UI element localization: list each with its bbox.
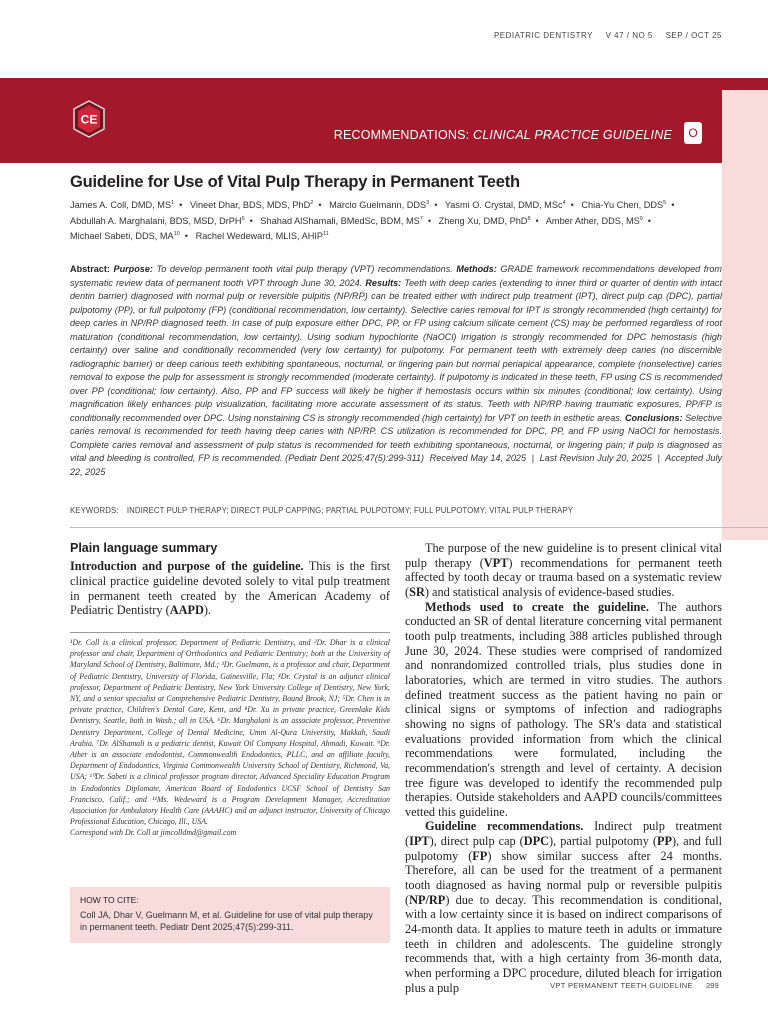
- author: Marcio Guelmann, DDS$^3$: [329, 200, 430, 211]
- how-to-cite-text: Coll JA, Dhar V, Guelmann M, et al. Guideline for use of vital pulp therapy in permanent teeth. Pediatr Dent 2025;47(5):299-311.: [80, 910, 373, 933]
- abstract-methods: GRADE framework recommendations developed from systematic review data of permanent tooth VPT through June 30, 2024.: [70, 264, 722, 288]
- abstract-purpose: To develop permanent tooth vital pulp therapy (VPT) recommendations.: [156, 264, 453, 274]
- journal-volume: V 47 / NO 5: [605, 31, 653, 40]
- left-column: [70, 541, 390, 618]
- right-column: [405, 541, 722, 995]
- paragraph: Methods used to create the guideline. The authors conducted an SR of dental literature concerning vital permanent tooth pulp treatments, including 388 articles published through June 30, 2024. These studies were comprised of randomized and nonrandomized controlled trials, plus studies done in laboratories, which are termed in vitro studies. The authors defined treatment success as the patient having no pain or clinical signs or symptoms of infection and radiographs showing no signs of pathology. The SR's data and statistical evaluations provided information from which the clinical recommendations were formulated, including the recommendation's strength and level of certainty. A decision tree figure was developed to identify the recommended pulp therapies. Outside stakeholders and AAPD councils/committees vetted this guideline.: [405, 599, 722, 819]
- logo-text: CE: [80, 112, 98, 127]
- abstract-conclusions-label: Conclusions:: [624, 412, 683, 423]
- running-head: [484, 31, 722, 40]
- received-date: Received May 14, 2025: [429, 453, 527, 463]
- abstract-results-label: Results:: [365, 277, 402, 288]
- paragraph: Guideline recommendations. Indirect pulp treatment (IPT), direct pulp cap (DPC), partial pulpotomy (PP), and full pulpotomy (FP) show similar success after 24 months. Therefore, all can be used for the treatment of a permanent tooth diagnosed as having normal pulp or reversible pulpitis (NP/RP) due to decay. This recommendation is conditional, with a low certainty since it is based on indirect comparisons of 24-month data. It applies to mature teeth in adults or immature teeth in children and adolescents. The guideline strongly recommends that, with a high certainty from 36-month data, when performing a DPC procedure, diluted bleach for irrigation plus a pulp: [405, 819, 722, 995]
- author: Michael Sabeti, DDS, MA$^{10}$: [70, 231, 180, 242]
- abstract-label: Abstract:: [70, 264, 110, 274]
- plain-language-intro: Introduction and purpose of the guideline. This is the first clinical practice guideline devoted solely to vital pulp treatment in permanent teeth created by the American Academy of Pediatric Dentistry (AAPD).: [70, 559, 391, 618]
- author: Zheng Xu, DMD, PhD$^8$: [438, 215, 531, 226]
- open-access-badge: O: [684, 122, 702, 144]
- abstract-results: Teeth with deep caries (extending to inner third or quarter of dentin with intact dentin barrier) diagnosed with normal pulp or reversible pulpitis (NP/RP) can be treated either with indirect pulp treatment (IPT), direct pulp cap (DPC), partial pulpotomy (PP), or full pulpotomy (FP) (conditional recommendation, low certainty). Selective caries removal for IPT is strongly recommended (high certainty) for deep caries in NP/RP diagnosed teeth. In case of pulp exposure either DPC, PP, or FP using calcium silicate cement (CS) may be performed regardless of root maturation (conditional recommendation, low certainty). Using sodium hypochlorite (NaOCl) irrigation is strongly recommended for DPC hemostasis (high certainty) over saline and conditionally recommended (very low certainty) for pulpotomy. For permanent teeth with extremely deep caries (no discernible radiographic barrier) or deep carious teeth exhibiting spontaneous, nocturnal, or lingering pain but normal periapical appearance, complete (nonselective) caries removal to expose the pulp for assessment is strongly recommended (moderate certainty). If pulpotomy is indicated in these teeth, FP using CS is recommended over PP (conditional; low certainty). Also, PP and FP success will likely be higher if hemostasis occurs within six minutes (conditional; low certainty). Using magnification likely enhances pulp visualization, facilitating more accurate assessment of its status. Teeth with NP/RP having traumatic exposures, PP/FP is conditionally recommended over DPC. Using nonstaining CS is strongly recommended (high certainty) for VPT on teeth in esthetic areas.: [70, 277, 723, 423]
- paragraph: The purpose of the new guideline is to present clinical vital pulp therapy (VPT) recommendations for permanent teeth affected by tooth decay or trauma based on a systematic review (SR) and statistical analysis of evidence-based studies.: [405, 541, 722, 599]
- section-label-main: RECOMMENDATIONS:: [333, 128, 470, 142]
- header-banner: [0, 78, 768, 163]
- abstract: Abstract: Purpose: To develop permanent tooth vital pulp therapy (VPT) recommendations. Methods: GRADE framework recommendations developed from systematic review data of permanent tooth VPT through June 30, 2024. Results: Teeth with deep caries (extending to inner third or quarter of dentin with intact dentin barrier) diagnosed with normal pulp or reversible pulpitis (NP/RP) can be treated either with indirect pulp treatment (IPT), direct pulp cap (DPC), partial pulpotomy (PP), or full pulpotomy (FP) (conditional recommendation, low certainty). Selective caries removal for IPT is strongly recommended (high certainty) for deep caries in NP/RP diagnosed teeth. In case of pulp exposure either DPC, PP, or FP using calcium silicate cement (CS) may be performed regardless of root maturation (conditional recommendation, low certainty). Using sodium hypochlorite (NaOCl) irrigation is strongly recommended for DPC hemostasis (high certainty) over saline and conditionally recommended (very low certainty) for pulpotomy. For permanent teeth with extremely deep caries (no discernible radiographic barrier) or deep carious teeth exhibiting spontaneous, nocturnal, or lingering pain but normal periapical appearance, complete (nonselective) caries removal to expose the pulp for assessment is strongly recommended (moderate certainty). If pulpotomy is indicated in these teeth, FP using CS is recommended over PP (conditional; low certainty). Also, PP and FP success will likely be higher if hemostasis occurs within six minutes (conditional; low certainty). Using magnification likely enhances pulp visualization, facilitating more accurate assessment of its status. Teeth with NP/RP having traumatic exposures, PP/FP is conditionally recommended over DPC. Using nonstaining CS is strongly recommended (high certainty) for VPT on teeth in esthetic areas. Conclusions: Selective caries removal is recommended for teeth having deep caries with NP/RP. CS utilization is recommended for DPC, PP, and FP using NaOCl for hemostasis. Complete caries removal and assessment of pulp status is recommended for teeth exhibiting spontaneous, nocturnal, or lingering pain; if pulp is diagnosed as vital and bleeding is controlled, FP is recommended. (Pediatr Dent 2025;47(5):299-311) Received May 14, 2025 | Last Revision July 20, 2025 | Accepted July 22, 2025: [70, 264, 723, 477]
- running-footer: VPT PERMANENT TEETH GUIDELINE: [550, 981, 693, 990]
- author: Shahad AlShamali, BMedSc, BDM, $MS^7$: [260, 215, 423, 226]
- page-number: 299: [706, 981, 719, 990]
- abstract-conclusions: Selective caries removal is recommended for teeth having deep caries with NP/RP. CS utilization is recommended for DPC, PP, and FP using NaOCl for hemostasis. Complete caries removal and assessment of pulp status is recommended for teeth exhibiting spontaneous, nocturnal, or lingering pain; if pulp is diagnosed as vital and bleeding is controlled, FP is recommended.: [70, 412, 723, 463]
- section-label-type: CLINICAL PRACTICE GUIDELINE: [473, 128, 672, 142]
- article-title: Guideline for Use of Vital Pulp Therapy in Permanent Teeth: [70, 173, 520, 191]
- author: Abdullah A. Marghalani, BDS, MSD, DrPH$^6$: [70, 215, 245, 226]
- how-to-cite-box: [70, 887, 390, 943]
- plain-language-heading: Plain language summary: [70, 541, 218, 555]
- author: Vineet Dhar, BDS, MDS, PhD$^2$: [189, 200, 314, 211]
- section-label: [334, 128, 672, 142]
- author: Rachel Wedeward, MLIS, AHIP$^{11}$: [195, 231, 329, 242]
- author: Yasmi O. Crystal, DMD, MSc$^4$: [444, 200, 566, 211]
- abstract-purpose-label: Purpose:: [113, 264, 153, 274]
- abstract-methods-label: Methods:: [456, 264, 497, 274]
- journal-name: PEDIATRIC DENTISTRY: [493, 31, 593, 40]
- author-list: James A. Coll, DMD, $MS^1$ • Vineet Dhar, BDS, MDS, PhD$^2$ • Marcio Guelmann, DDS$^3$ • Yasmi O. Crystal, DMD, MSc$^4$ • Chia-Yu Chen, DDS$^5$ • Abdullah A. Marghalani, BDS, MSD, DrPH$^6$ • Shahad AlShamali, BMedSc, BDM, $MS^7$ • Zheng Xu, DMD, PhD$^8$ • Amber Ather, DDS, $MS^9$ • Michael Sabeti, DDS, MA$^{10}$ • Rachel Wedeward, MLIS, AHIP$^{11}$: [70, 200, 675, 242]
- accepted-date: Accepted July 22, 2025: [70, 453, 723, 477]
- footnote-divider: [70, 632, 390, 633]
- author-affiliations: [70, 637, 390, 839]
- abstract-citation: (Pediatr Dent 2025;47(5):299-311): [285, 453, 425, 463]
- revised-date: Last Revision July 20, 2025: [539, 453, 652, 463]
- keywords: [70, 506, 573, 515]
- author: Chia-Yu Chen, DDS$^5$: [581, 200, 667, 211]
- side-panel: [722, 90, 768, 540]
- keywords-label: KEYWORDS:: [70, 506, 119, 515]
- journal-date: SEP / OCT 25: [665, 31, 722, 40]
- correspondence: Correspond with Dr. Coll at jimcolldmd@gmail.com: [70, 828, 237, 838]
- author: James A. Coll, DMD, $MS^1$: [70, 200, 175, 211]
- author: Amber Ather, DDS, $MS^9$: [545, 215, 643, 226]
- ce-logo-icon: [72, 100, 106, 138]
- how-to-cite-heading: HOW TO CITE:: [80, 895, 139, 905]
- affiliation-text: ¹Dr. Coll is a clinical professor, Department of Pediatric Dentistry, and ²Dr. Dhar is a clinical professor and chair, Department of Orthodontics and Pediatric Dentistry; both at the University of Maryland School of Dentistry, Baltimore, Md.; ³Dr. Guelmann, is a professor and chair, Department of Pediatric Dentistry, University of Florida, Gainesville, Fla; ⁴Dr. Crystal is an adjunct clinical professor, Department of Pediatric Dentistry, New York University College of Dentistry, New York, NY, and a senior specialist at Comprehensive Pediatric Dentistry, Bound Brook, NJ; ⁵Dr. Chen is in private practice, Children's Dental Care, Kent, and ⁸Dr. Xu in private practice, Greenlake Kids Dentistry, Seattle, both in Wash.; all in USA. ⁶Dr. Marghalani is an associate professor, Preventive Dentistry Department, College of Dental Medicine, Umm Al-Qura University, Makkah, Saudi Arabia. ⁷Dr. AlShamali is a pediatric dentist, Kuwait Oil Company Hospital, Ahmadi, Kuwait. ⁹Dr. Ather is an associate endodontist, Commonwealth Endodontics, PLLC, and an affiliate faculty, Department of Endodontics, Virginia Commonwealth University School of Dentistry, Richmond, Va, USA; ¹⁰Dr. Sabeti is a clinical professor program director, Advanced Speciality Education Program in Endodontics Diplomate, American Board of Endodontics UCSF School of Dentistry San Francisco, Calif.; and ¹¹Ms. Wedeward is a Program Development Manager, Accreditation Association for Ambulatory Health Care (AAAHC) and an adjunct instructor, University of Chicago Professional Education, Chicago, Ill., USA.: [70, 638, 390, 827]
- keywords-text: INDIRECT PULP THERAPY; DIRECT PULP CAPPING; PARTIAL PULPOTOMY; FULL PULPOTOMY; VITAL PULP THERAPY: [126, 506, 574, 515]
- section-divider: [70, 527, 768, 528]
